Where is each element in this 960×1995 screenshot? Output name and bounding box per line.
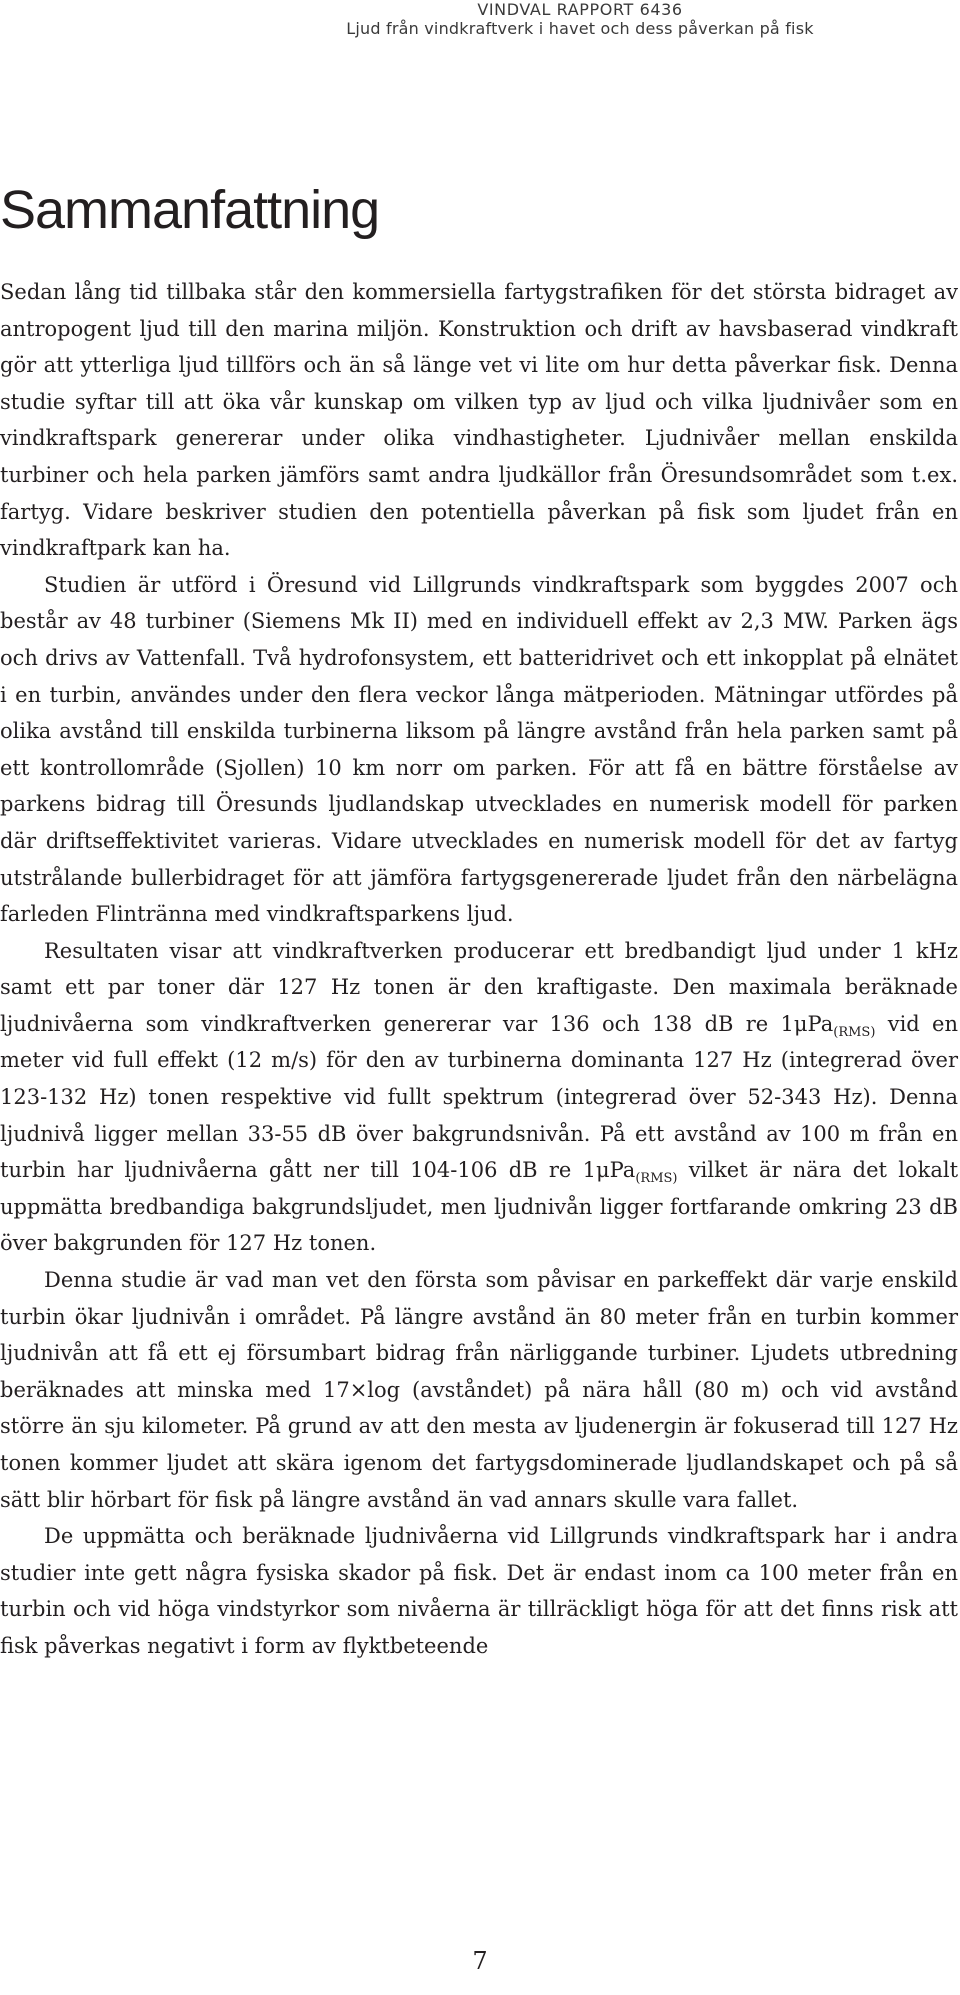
paragraph-5: De uppmätta och beräknade ljudnivåerna vid Lillgrunds vindkraftspark har i andra studier inte gett några fysiska skador på fisk. Det är endast inom ca 100 meter från en turbin och vid höga vindstyrkor som nivåerna är tillräckligt höga för att det finns risk att fisk påverkas negativt i form av flyktbeteende	[0, 1524, 958, 1658]
page-number: 7	[472, 1947, 488, 1975]
rms-subscript-2: (RMS)	[635, 1171, 678, 1187]
section-title: Sammanfattning	[0, 180, 380, 240]
paragraph-3-part-3: vilket är nära det lokalt uppmätta bredbandiga bakgrundsljudet, men ljudnivån ligger fortfarande omkring 23 dB över bakgrunden för 127 Hz tonen.	[0, 1158, 959, 1256]
paragraph-2: Studien är utförd i Öresund vid Lillgrunds vindkraftspark som byggdes 2007 och består av 48 turbiner (Siemens Mk II) med en individuell effekt av 2,3 MW. Parken ägs och drivs av Vattenfall. Två hydrofonsystem, ett batteridrivet och ett inkopplat på elnätet i en turbin, användes under den flera veckor långa mätperioden. Mätningar utfördes på olika avstånd till enskilda turbinerna liksom på längre avstånd från hela parken samt på ett kontrollområde (Sjollen) 10 km norr om parken. För att få en bättre förståelse av parkens bidrag till Öresunds ljudlandskap utvecklades en numerisk modell för parken där driftseffektivitet varieras. Vidare utvecklades en numerisk modell för det av fartyg utstrålande bullerbidraget för att jämföra fartygsgenererade ljudet från den närbelägna farleden Flintränna med vindkraftsparkens ljud.	[0, 572, 958, 927]
paragraph-3	[0, 933, 958, 1262]
rms-subscript-1: (RMS)	[833, 1024, 876, 1040]
report-title: Ljud från vindkraftverk i havet och dess påverkan på fisk	[346, 19, 814, 38]
running-header	[300, 0, 860, 38]
report-label: VINDVAL RAPPORT 6436	[477, 0, 683, 19]
summary-body	[0, 274, 958, 1665]
paragraph-3-part-1: Resultaten visar att vindkraftverken producerar ett bredbandigt ljud under 1 kHz samt ett par toner där 127 Hz tonen är den kraftigaste. Den maximala beräknade ljudnivåerna som vindkraftverken genererar var 136 och 138 dB re 1μPa	[0, 938, 958, 1036]
paragraph-1: Sedan lång tid tillbaka står den kommersiella fartygstrafiken för det största bidraget av antropogent ljud till den marina miljön. Konstruktion och drift av havsbaserad vindkraft gör att ytterliga ljud tillförs och än så länge vet vi lite om hur detta påverkar fisk. Denna studie syftar till att öka vår kunskap om vilken typ av ljud och vilka ljudnivåer som en vindkraftspark genererar under olika vindhastigheter. Ljudnivåer mellan enskilda turbiner och hela parken jämförs samt andra ljudkällor från Öresundsområdet som t.ex. fartyg. Vidare beskriver studien den potentiella påverkan på fisk som ljudet från en vindkraftpark kan ha.	[0, 280, 958, 561]
paragraph-3-part-2: vid en meter vid full effekt (12 m/s) för den av turbinerna dominanta 127 Hz (integrerad över 123-132 Hz) tonen respektive vid fullt spektrum (integrerad över 52-343 Hz). Denna ljudnivå ligger mellan 33-55 dB över bakgrundsnivån. På ett avstånd av 100 m från en turbin har ljudnivåerna gått ner till 104-106 dB re 1μPa	[0, 1011, 958, 1183]
paragraph-4: Denna studie är vad man vet den första som påvisar en parkeffekt där varje enskild turbin ökar ljudnivån i området. På längre avstånd än 80 meter från en turbin kommer ljudnivån att få ett ej försumbart bidrag från närliggande turbiner. Ljudets utbredning beräknades att minska med 17×log (avståndet) på nära håll (80 m) och vid avstånd större än sju kilometer. På grund av att den mesta av ljudenergin är fokuserad till 127 Hz tonen kommer ljudet att skära igenom det fartygsdominerade ljudlandskapet och på så sätt blir hörbart för fisk på längre avstånd än vad annars skulle vara fallet.	[0, 1268, 958, 1512]
